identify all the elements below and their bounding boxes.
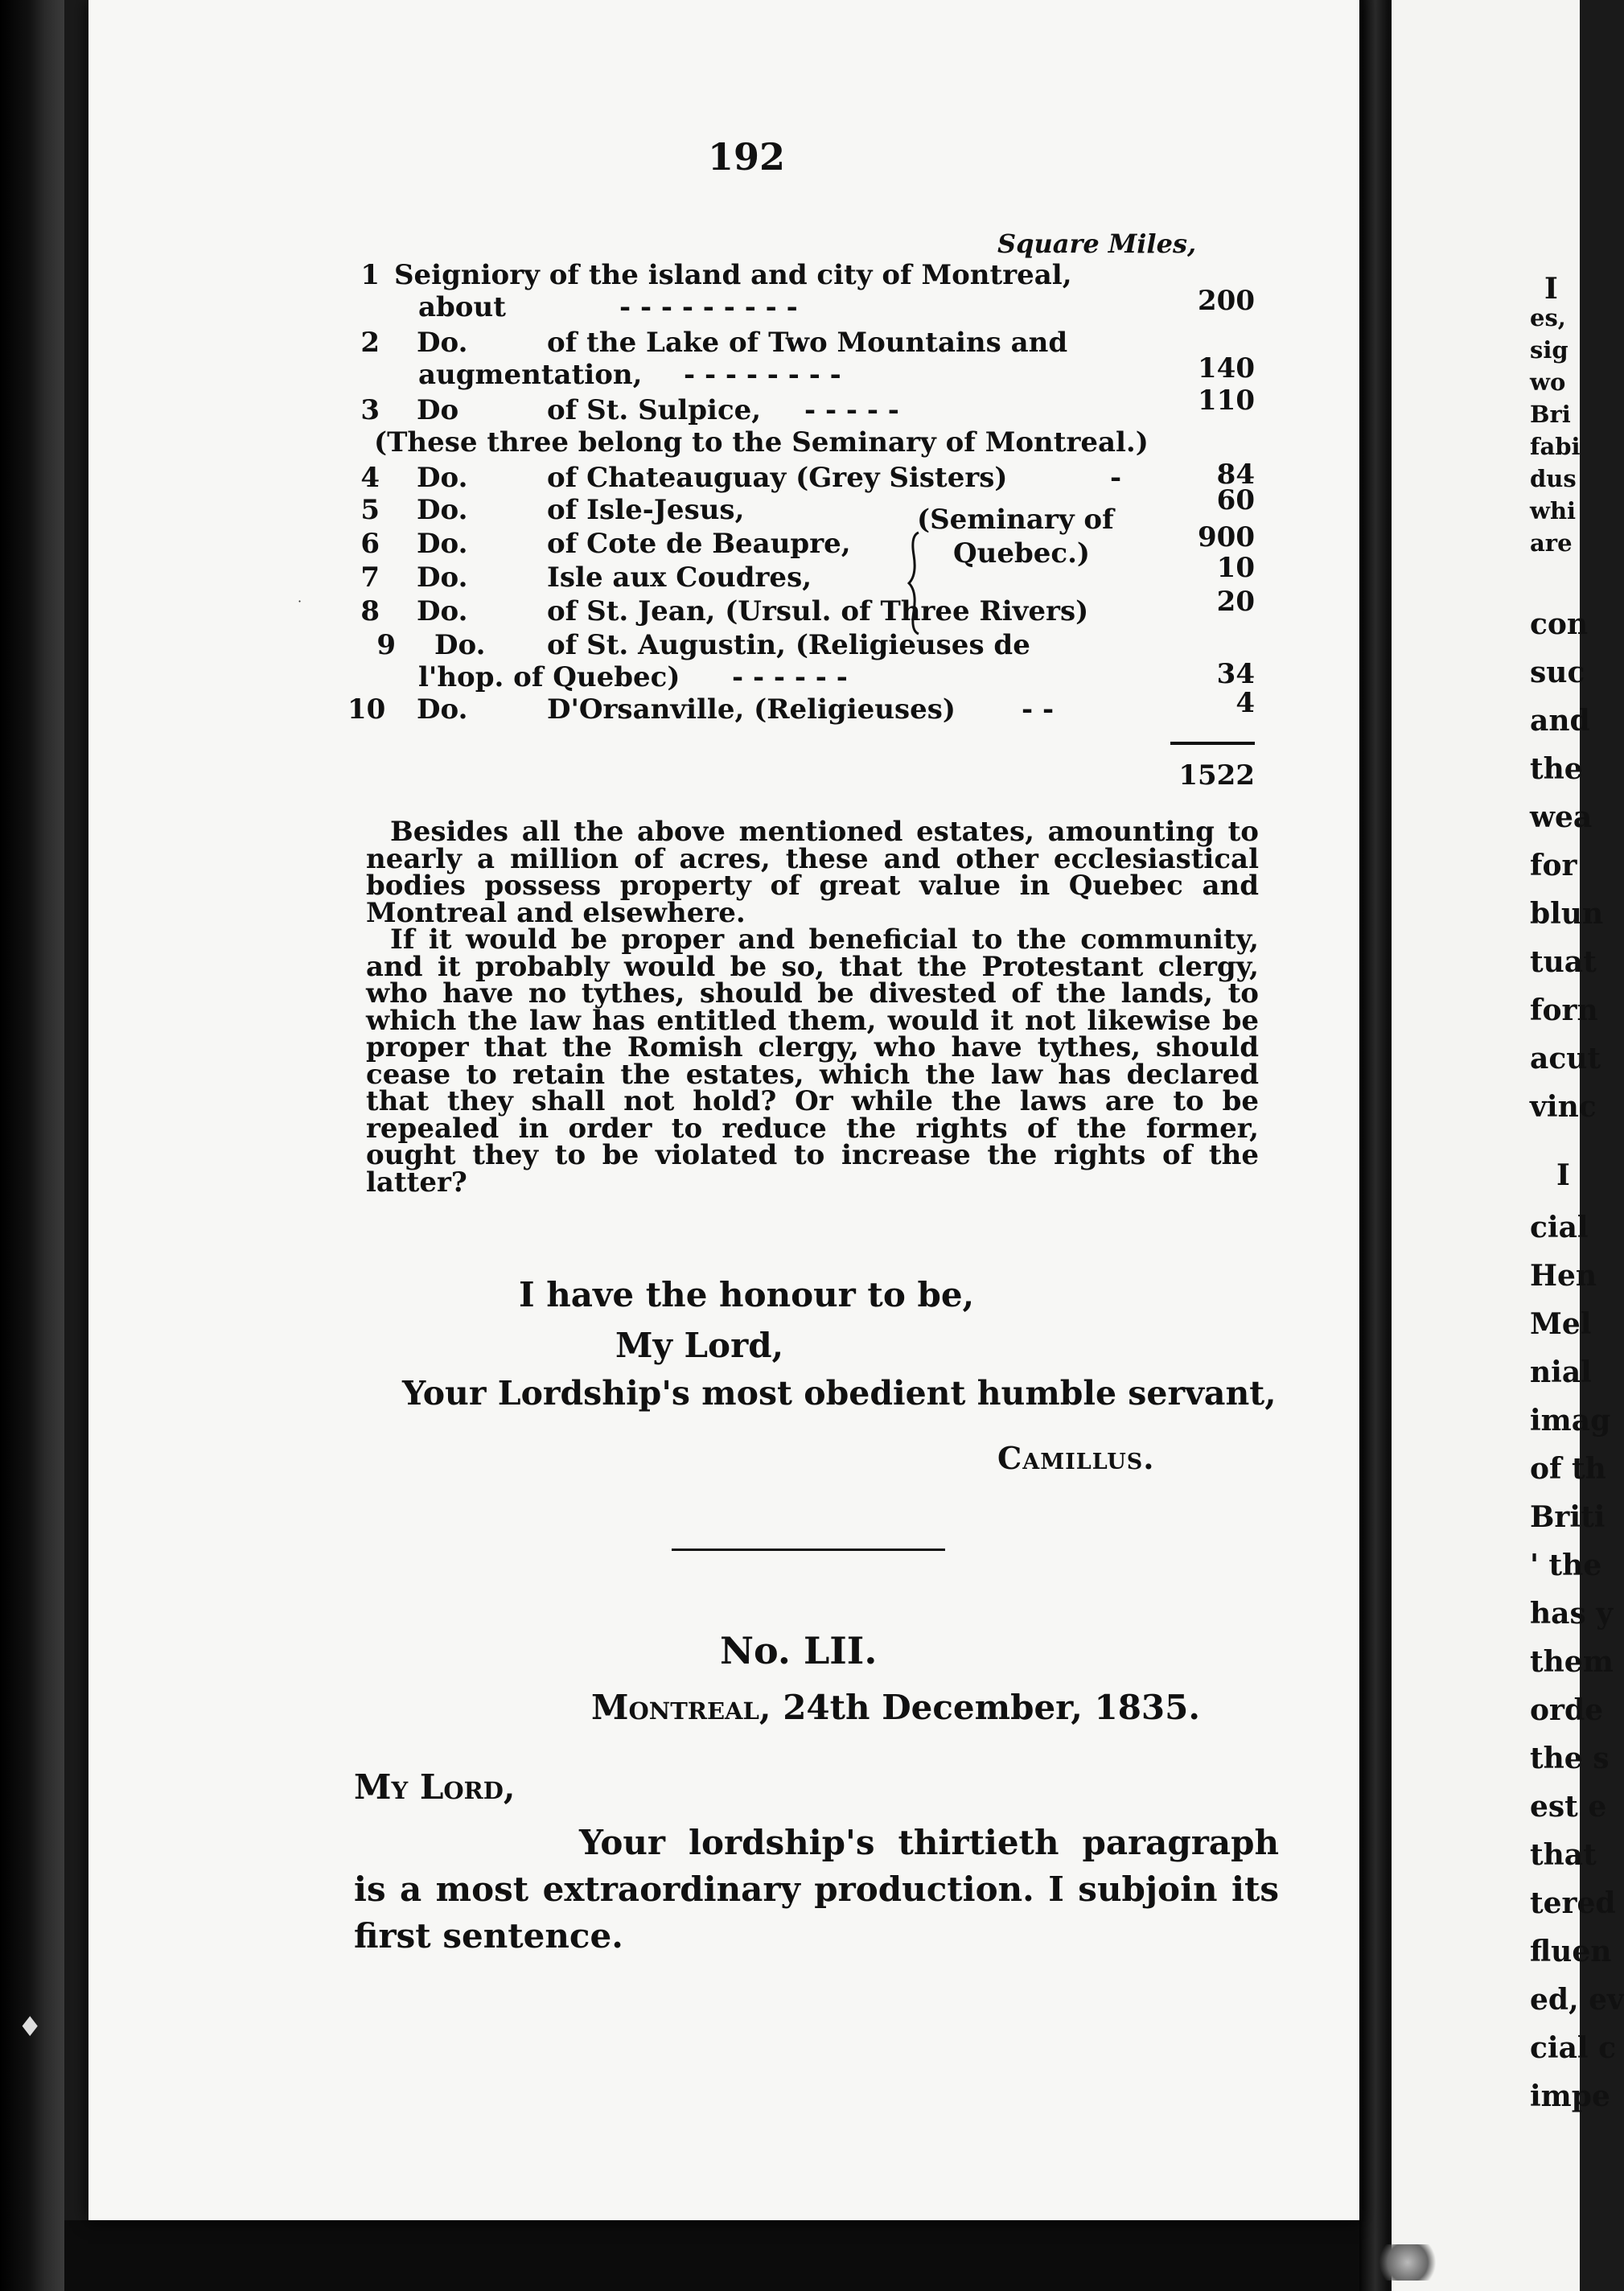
right-page-fragment: es,	[1530, 304, 1566, 331]
right-page-fragment: blun	[1530, 897, 1604, 931]
letter-body	[354, 1820, 1279, 1960]
item-number: 3	[360, 394, 380, 426]
right-page-fragment: of th	[1530, 1452, 1606, 1486]
item-value: 140	[1198, 352, 1255, 385]
item-continuation: augmentation,	[418, 359, 643, 391]
right-page-fragment: whi	[1530, 497, 1577, 524]
item-label: Do.	[417, 494, 468, 526]
date: 24th December, 1835.	[783, 1688, 1200, 1727]
letter-number: No. LII.	[720, 1629, 878, 1672]
item-number: 2	[360, 327, 380, 359]
item-value: 34	[1216, 658, 1255, 690]
book-binding	[0, 0, 64, 2291]
right-page-fragment: imag	[1530, 1404, 1611, 1438]
body-text	[366, 816, 1259, 1199]
item-label: Do.	[434, 629, 486, 661]
item-value: 60	[1216, 484, 1255, 516]
item-description: of St. Augustin, (Religieuses de	[547, 629, 1030, 661]
right-page-fragment: sig	[1530, 336, 1568, 364]
right-page-fragment: tered	[1530, 1886, 1616, 1920]
right-page-fragment: acut	[1530, 1042, 1601, 1076]
section-divider	[672, 1549, 945, 1551]
right-page-fragment: that	[1530, 1838, 1597, 1872]
item-description: of Isle-Jesus,	[547, 494, 745, 526]
binding-mark: ♦	[18, 2011, 43, 2043]
item-description: of Cote de Beaupre,	[547, 528, 851, 560]
item-label: Do.	[417, 327, 468, 359]
right-page-fragment: cial c	[1530, 2031, 1617, 2065]
right-page-fragment: and	[1530, 704, 1590, 738]
right-page-fragment: Bri	[1530, 401, 1571, 428]
closing-line-3: Your Lordship's most obedient humble servant,	[402, 1374, 1277, 1413]
ink-smudge	[1371, 2244, 1444, 2281]
right-page-fragment: tuat	[1530, 945, 1597, 979]
item-number: 7	[360, 561, 380, 594]
seminary-note: (These three belong to the Seminary of Montreal.)	[374, 426, 1149, 459]
book-gutter	[1359, 0, 1392, 2291]
right-page-fragment: ed, ev	[1530, 1983, 1624, 2017]
item-number: 5	[360, 494, 380, 526]
item-description: D'Orsanville, (Religieuses)	[547, 693, 956, 726]
dot-leaders: - - - - - -	[732, 661, 848, 693]
right-page-fragment: cial	[1530, 1211, 1589, 1244]
item-number: 6	[360, 528, 380, 560]
page-bottom-edge	[64, 2220, 1359, 2291]
dot-leaders: -	[1110, 462, 1122, 494]
right-page-fragment: vinc	[1530, 1090, 1597, 1124]
item-label: Do.	[417, 561, 468, 594]
paragraph: Your lordship's thirtieth paragraph is a most extraordinary production. I subjoin its first sentence.	[354, 1823, 1279, 1956]
item-number: 4	[360, 462, 380, 494]
dot-leaders: - - - - - - - - -	[619, 291, 798, 323]
right-page-fragment: impe	[1530, 2079, 1610, 2113]
brace-label-line2: Quebec.)	[953, 537, 1090, 570]
salutation: My Lord,	[354, 1767, 516, 1807]
item-continuation: about	[418, 291, 506, 323]
right-page-fragment: them	[1530, 1645, 1614, 1679]
item-description: of Chateauguay (Grey Sisters)	[547, 462, 1008, 494]
item-label: Do.	[417, 462, 468, 494]
total-rule	[1170, 742, 1255, 745]
right-page-fragment: est e	[1530, 1790, 1607, 1824]
right-page-fragment: suc	[1530, 656, 1585, 689]
place: Montreal,	[591, 1688, 771, 1727]
paragraph: If it would be proper and beneficial to the community, and it probably would be so, that the Protestant clergy, who have no tythes, should be divested of the lands, to which the law has entitled them, would it not likewise be proper that the Romish clergy, who have tythes, should cease to retain the estates, which the law has declared that they shall not hold? Or while the laws are to be repealed in order to reduce the rights of the former, ought they to be violated to increase the rights of the latter?	[366, 923, 1259, 1199]
right-page-fragment: has y	[1530, 1597, 1614, 1631]
closing-line-1: I have the honour to be,	[519, 1275, 975, 1314]
right-page-fragment: fabi	[1530, 433, 1581, 460]
item-number: 10	[347, 693, 386, 726]
total-value: 1522	[1178, 759, 1255, 792]
brace-symbol	[907, 531, 923, 635]
item-value: 20	[1216, 586, 1255, 618]
right-page-mark: I	[1544, 272, 1558, 306]
paragraph: Besides all the above mentioned estates, amounting to nearly a million of acres, these and other ecclesiastical bodies possess property of great value in Quebec and Montreal and elsewhere.	[366, 816, 1259, 929]
item-value: 900	[1198, 521, 1255, 553]
right-page-fragment: are	[1530, 529, 1573, 557]
page-number: 192	[708, 135, 786, 179]
dot-leaders: - - - - - - - -	[684, 359, 841, 391]
dot-leaders: - -	[1022, 693, 1055, 726]
right-page-fragment: con	[1530, 607, 1589, 641]
item-description: of St. Jean, (Ursul. of Three Rivers)	[547, 595, 1089, 627]
column-header-square-miles: Square Miles,	[997, 228, 1197, 259]
item-label: Do.	[417, 528, 468, 560]
item-label: Seigniory of the island and city of Montreal,	[394, 259, 1072, 291]
dot-leaders: - - - - -	[804, 394, 899, 426]
right-page-fragment: wo	[1530, 368, 1566, 396]
right-page-fragment: the	[1530, 752, 1583, 786]
margin-mark: ·	[298, 594, 302, 609]
closing-line-2: My Lord,	[615, 1326, 784, 1365]
right-page-fragment: Hen	[1530, 1259, 1597, 1293]
right-page-fragment: orde	[1530, 1693, 1604, 1727]
place-date-line	[591, 1688, 1200, 1727]
item-value: 110	[1198, 385, 1255, 417]
item-value: 84	[1216, 459, 1255, 491]
right-page-fragment: the s	[1530, 1742, 1610, 1775]
item-label: Do.	[417, 693, 468, 726]
right-page-fragment: forn	[1530, 993, 1598, 1027]
right-page-fragment: Mel	[1530, 1307, 1592, 1341]
item-label: Do	[417, 394, 459, 426]
brace-label-line1: (Seminary of	[917, 504, 1114, 536]
right-page-fragment: wea	[1530, 800, 1593, 834]
item-description: of St. Sulpice,	[547, 394, 762, 426]
item-description: of the Lake of Two Mountains and	[547, 327, 1068, 359]
right-page-fragment: fluen	[1530, 1935, 1612, 1968]
item-value: 4	[1235, 687, 1255, 719]
item-description: Isle aux Coudres,	[547, 561, 812, 594]
item-continuation: l'hop. of Quebec)	[418, 661, 680, 693]
right-page-fragment: nial	[1530, 1355, 1592, 1389]
item-value: 200	[1198, 285, 1255, 317]
item-value: 10	[1216, 552, 1255, 584]
right-page-fragment: dus	[1530, 465, 1577, 492]
right-page-fragment: ' the	[1530, 1549, 1602, 1582]
signature: Camillus.	[997, 1440, 1155, 1476]
item-number: 9	[376, 629, 396, 661]
item-number: 1	[360, 259, 380, 291]
item-number: 8	[360, 595, 380, 627]
right-page-fragment: for	[1530, 849, 1577, 882]
item-label: Do.	[417, 595, 468, 627]
right-page-fragment: Briti	[1530, 1500, 1605, 1534]
right-page-fragment: I	[1556, 1158, 1570, 1192]
